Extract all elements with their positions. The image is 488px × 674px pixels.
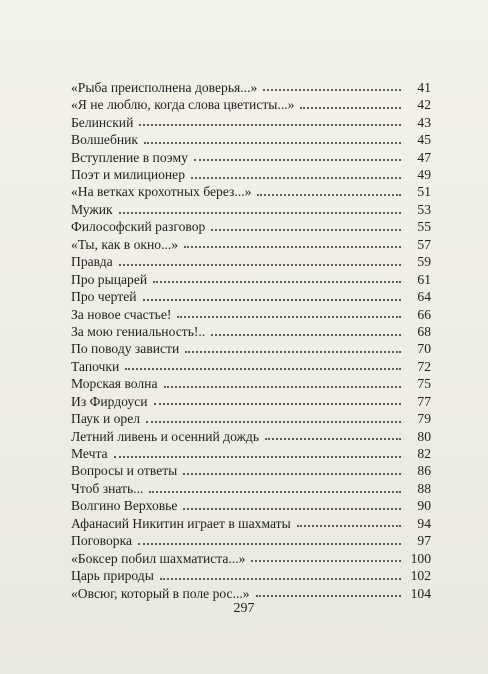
toc-entry	[71, 513, 431, 530]
toc-entry-title: Поэт и милиционер	[71, 167, 186, 183]
toc-entry-title: Про чертей	[71, 289, 137, 305]
toc-entry	[71, 339, 431, 356]
dot-leader	[265, 437, 401, 440]
dot-leader	[300, 106, 401, 109]
toc-entry-page: 59	[417, 254, 431, 270]
toc-entry-page: 49	[417, 167, 431, 183]
toc-entry-title: Летний ливень и осенний дождь	[71, 428, 260, 444]
toc-entry-title: Из Фирдоуси	[71, 393, 148, 409]
dot-leader	[125, 367, 401, 370]
page-number: 297	[233, 601, 255, 616]
dot-leader	[114, 455, 401, 458]
toc-entry-page: 43	[417, 114, 431, 130]
toc-entry-title: Волшебник	[71, 132, 139, 148]
toc-entry-page: 80	[417, 428, 431, 444]
toc-entry-title: Паук и орел	[71, 411, 141, 427]
toc-entry-title: Волгино Верховье	[71, 498, 178, 514]
dot-leader	[153, 280, 401, 283]
toc-entry	[71, 408, 431, 425]
dot-leader	[138, 542, 401, 545]
toc-entry-title: За новое счастье!	[71, 306, 172, 322]
toc-entry-page: 90	[417, 498, 431, 514]
toc-entry-title: Афанасий Никитин играет в шахматы	[71, 515, 291, 531]
dot-leader	[143, 298, 401, 301]
toc-entry-page: 70	[417, 341, 431, 357]
toc-entry	[71, 373, 431, 390]
toc-entry	[71, 321, 431, 338]
toc-entry	[71, 234, 431, 251]
toc-entry	[71, 565, 431, 582]
toc-entry	[71, 77, 431, 94]
dot-leader	[184, 245, 401, 248]
toc-entry-page: 41	[417, 79, 431, 95]
toc-entry	[71, 199, 431, 216]
toc-entry-page: 100	[410, 550, 431, 566]
toc-entry	[71, 269, 431, 286]
toc-entry-page: 68	[417, 323, 431, 339]
toc-entry	[71, 496, 431, 513]
toc-entry	[71, 548, 431, 565]
dot-leader	[164, 385, 402, 388]
toc-entry	[71, 217, 431, 234]
toc-entry	[71, 147, 431, 164]
toc-entry	[71, 391, 431, 408]
toc-entry	[71, 286, 431, 303]
dot-leader	[183, 472, 401, 475]
toc-entry-title: Морская волна	[71, 376, 158, 392]
toc-entry-page: 55	[417, 219, 431, 235]
toc-entry-page: 51	[417, 184, 431, 200]
toc-entry-title: «На ветках крохотных берез...»	[71, 184, 252, 200]
toc-entry	[71, 461, 431, 478]
toc-entry-title: «Рыба преисполнена доверья...»	[71, 79, 258, 95]
toc-entry-title: Правда	[71, 254, 113, 270]
toc-entry-page: 53	[417, 201, 431, 217]
toc-entry-title: Тапочки	[71, 358, 120, 374]
toc-entry-page: 97	[417, 533, 431, 549]
toc-entry-title: Мужик	[71, 201, 113, 217]
dot-leader	[154, 402, 401, 405]
toc-entry	[71, 251, 431, 268]
toc-entry	[71, 583, 431, 600]
toc-entry-page: 75	[417, 376, 431, 392]
toc-entry-title: Вопросы и ответы	[71, 463, 178, 479]
toc-entry-page: 86	[417, 463, 431, 479]
toc-entry-title: Вступление в поэму	[71, 149, 188, 165]
toc-entry-page: 45	[417, 132, 431, 148]
toc-entry-page: 42	[417, 97, 431, 113]
toc-entry	[71, 112, 431, 129]
toc-entry-page: 57	[417, 236, 431, 252]
toc-entry	[71, 443, 431, 460]
dot-leader	[211, 333, 401, 336]
toc-entry-page: 77	[417, 393, 431, 409]
dot-leader	[183, 507, 401, 510]
dot-leader	[256, 594, 401, 597]
dot-leader	[146, 420, 401, 423]
dot-leader	[119, 263, 401, 266]
dot-leader	[211, 228, 401, 231]
dot-leader	[160, 577, 401, 580]
toc-entry-page: 94	[417, 515, 431, 531]
toc-entry	[71, 164, 431, 181]
toc-entry-title: «Ты, как в окно...»	[71, 236, 179, 252]
toc-entry-title: Чтоб знать...	[71, 480, 144, 496]
dot-leader	[297, 524, 401, 527]
toc-entry	[71, 94, 431, 111]
toc-entry-page: 61	[417, 271, 431, 287]
toc-entry-title: Белинский	[71, 114, 134, 130]
toc-entry-page: 66	[417, 306, 431, 322]
dot-leader	[119, 211, 401, 214]
toc-entry-title: Философский разговор	[71, 219, 206, 235]
toc-entry-title: «Овсюг, который в поле рос...»	[71, 585, 250, 601]
dot-leader	[263, 88, 401, 91]
toc-entry	[71, 356, 431, 373]
toc-entry-page: 79	[417, 411, 431, 427]
toc-entry-page: 102	[410, 568, 431, 584]
toc-entry-title: Поговорка	[71, 533, 132, 549]
dot-leader	[257, 193, 401, 196]
table-of-contents	[71, 77, 431, 600]
toc-entry	[71, 304, 431, 321]
toc-entry-title: За мою гениальность!..	[71, 323, 206, 339]
toc-entry-title: По поводу зависти	[71, 341, 180, 357]
toc-entry	[71, 478, 431, 495]
toc-entry-page: 82	[417, 446, 431, 462]
toc-entry-page: 72	[417, 358, 431, 374]
dot-leader	[177, 315, 401, 318]
dot-leader	[185, 350, 401, 353]
toc-entry-title: Царь природы	[71, 568, 154, 584]
dot-leader	[139, 123, 401, 126]
toc-entry-page: 47	[417, 149, 431, 165]
toc-entry	[71, 129, 431, 146]
dot-leader	[191, 176, 401, 179]
dot-leader	[144, 141, 401, 144]
toc-entry-page: 104	[410, 585, 431, 601]
toc-entry-page: 64	[417, 289, 431, 305]
dot-leader	[251, 559, 401, 562]
toc-entry	[71, 182, 431, 199]
toc-entry-title: Про рыцарей	[71, 271, 148, 287]
dot-leader	[149, 490, 401, 493]
dot-leader	[194, 158, 401, 161]
toc-entry-title: «Боксер побил шахматиста...»	[71, 550, 246, 566]
toc-entry-title: «Я не люблю, когда слова цветисты...»	[71, 97, 295, 113]
toc-entry-title: Мечта	[71, 446, 108, 462]
toc-entry-page: 88	[417, 480, 431, 496]
toc-entry	[71, 426, 431, 443]
toc-entry	[71, 530, 431, 547]
